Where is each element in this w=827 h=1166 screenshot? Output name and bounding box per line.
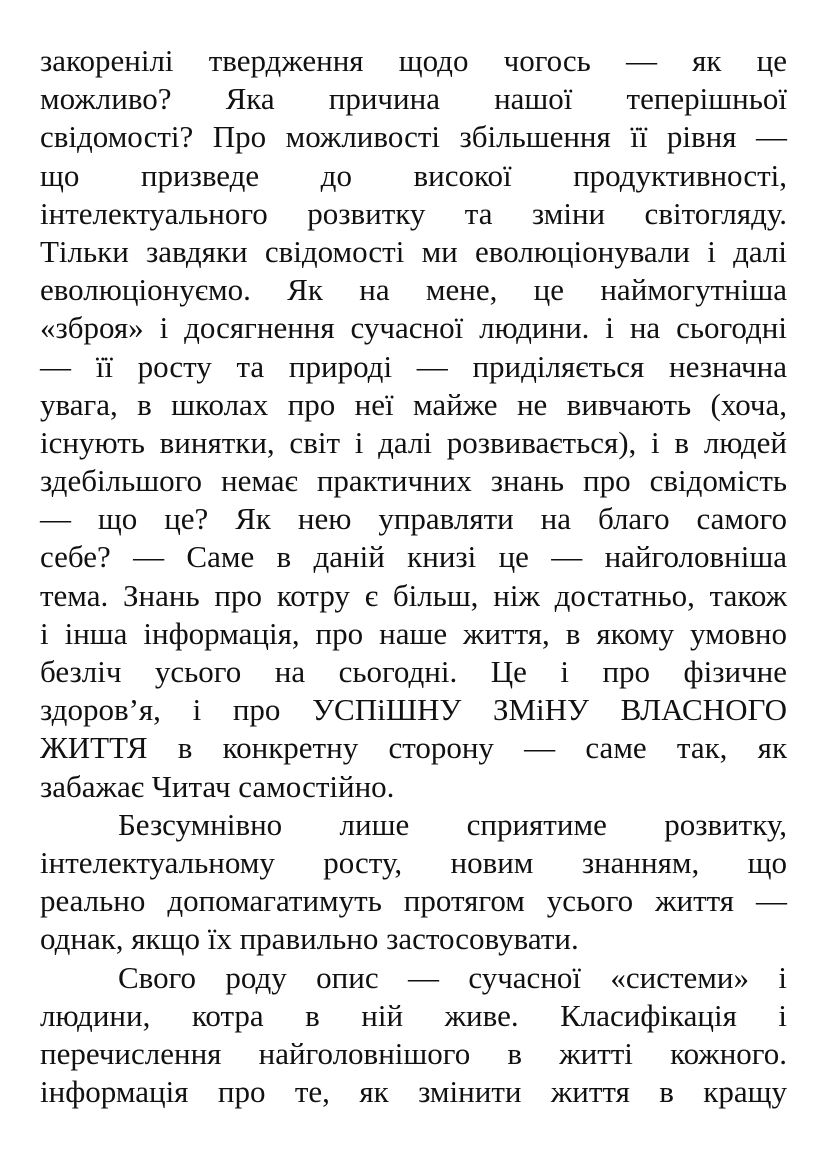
paragraph-3 — [40, 959, 787, 1112]
text-line: реально допомагатимуть протягом усього життя — — [40, 883, 787, 919]
text-line: Тільки завдяки свідомості ми еволюціонували і далі — [40, 233, 787, 269]
text-line: увага, в школах про неї майже не вивчають (хоча, — [40, 386, 787, 422]
text-line: безліч усього на сьогодні. Це і про фізичне — [40, 654, 787, 689]
document-page — [40, 42, 787, 1111]
paragraph-1 — [40, 42, 787, 806]
text-line: еволюціонуємо. Як на мене, це наймогутніша — [40, 272, 787, 308]
text-line: — її росту та природі — приділяється незначна — [40, 348, 787, 384]
text-line: однак, якщо їх правильно застосовувати. — [40, 921, 579, 957]
text-line: здоров’я, і про УСПіШНУ ЗМіНУ ВЛАСНОГО — [40, 692, 787, 728]
text-line: людини, котра в ній живе. Класифікація і — [40, 997, 787, 1033]
text-line: перечислення найголовнішого в житті кожного. — [40, 1035, 787, 1071]
text-line: здебільшого немає практичних знань про свідомість — [40, 463, 787, 499]
text-line: тема. Знань про котру є більш, ніж достатньо, також — [40, 577, 787, 613]
text-line: і інша інформація, про наше життя, в якому умовно — [40, 615, 787, 651]
text-line: свідомості? Про можливості збільшення її рівня — — [40, 119, 787, 155]
text-line: Свого роду опис — сучасної «системи» і — [118, 959, 787, 995]
text-line: що призведе до високої продуктивності, — [40, 157, 787, 193]
text-line: існують винятки, світ і далі розвивається), і в людей — [40, 424, 787, 460]
text-line: забажає Читач самостійно. — [40, 768, 395, 804]
text-line: — що це? Як нею управляти на благо самого — [40, 501, 787, 537]
text-line: можливо? Яка причина нашої теперішньої — [40, 81, 787, 117]
text-line: інтелектуальному росту, новим знанням, що — [40, 844, 787, 880]
paragraph-2 — [40, 806, 787, 959]
text-line: закоренілі твердження щодо чогось — як це — [40, 43, 787, 78]
text-line: інформація про те, як змінити життя в кращу — [40, 1074, 787, 1110]
text-line: Безсумнівно лише сприятиме розвитку, — [118, 806, 787, 842]
text-line: «зброя» і досягнення сучасної людини. і на сьогодні — [40, 310, 787, 346]
text-line: себе? — Саме в даній книзі це — найголовніша — [40, 539, 787, 575]
text-line: ЖИТТЯ в конкретну сторону — саме так, як — [40, 730, 787, 766]
text-line: інтелектуального розвитку та зміни світогляду. — [40, 195, 787, 231]
